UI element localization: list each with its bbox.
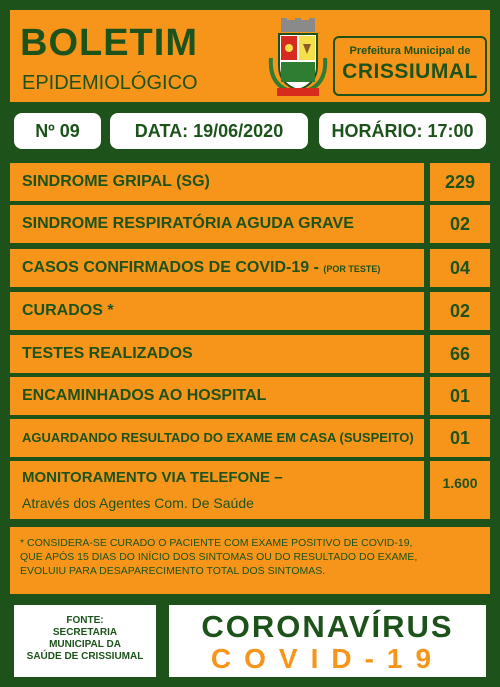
stat-value: 01 bbox=[430, 377, 490, 415]
prefeitura-box bbox=[333, 36, 487, 96]
stat-row bbox=[10, 335, 424, 373]
covid19-title: COVID-19 bbox=[210, 643, 445, 674]
stat-row bbox=[10, 249, 424, 287]
stat-label-note: (POR TESTE) bbox=[323, 264, 381, 274]
bulletin-subtitle: EPIDEMIOLÓGICO bbox=[22, 72, 198, 94]
stat-row bbox=[10, 205, 424, 243]
stat-row bbox=[10, 377, 424, 415]
monitoring-sublabel: Através dos Agentes Com. De Saúde bbox=[22, 495, 254, 511]
stat-label: AGUARDANDO RESULTADO DO EXAME EM CASA (SUSPEITO) bbox=[22, 430, 414, 445]
stat-value: 02 bbox=[430, 292, 490, 330]
stat-value: 229 bbox=[430, 163, 490, 201]
municipality-name: CRISSIUMAL bbox=[342, 60, 478, 83]
footnote-box bbox=[10, 527, 490, 594]
stat-label: TESTES REALIZADOS bbox=[22, 345, 193, 362]
monitoring-label: MONITORAMENTO VIA TELEFONE – bbox=[22, 469, 283, 486]
stat-value: 66 bbox=[430, 335, 490, 373]
stat-label: ENCAMINHADOS AO HOSPITAL bbox=[22, 387, 267, 404]
prefeitura-label: Prefeitura Municipal de bbox=[349, 45, 471, 57]
bulletin-time: HORÁRIO: 17:00 bbox=[319, 113, 486, 149]
stat-label: SINDROME GRIPAL (SG) bbox=[22, 173, 210, 190]
coronavirus-banner bbox=[169, 605, 486, 677]
source-line: SAÚDE DE CRISSIUMAL bbox=[26, 651, 144, 662]
stat-row bbox=[10, 419, 424, 457]
bulletin-title: BOLETIM bbox=[20, 22, 198, 64]
municipal-crest-icon bbox=[267, 18, 329, 98]
source-line: MUNICIPAL DA bbox=[49, 639, 121, 650]
bulletin-date: DATA: 19/06/2020 bbox=[110, 113, 308, 149]
source-line: FONTE: bbox=[66, 615, 104, 626]
footnote-line: EVOLUIU PARA DESAPARECIMENTO TOTAL DOS SINTOMAS. bbox=[20, 565, 326, 577]
source-box bbox=[14, 605, 156, 677]
stat-value: 01 bbox=[430, 419, 490, 457]
stat-row bbox=[10, 292, 424, 330]
stat-label: CURADOS * bbox=[22, 302, 114, 319]
stat-label: SINDROME RESPIRATÓRIA AGUDA GRAVE bbox=[22, 215, 354, 232]
footnote-line: * CONSIDERA-SE CURADO O PACIENTE COM EXAME POSITIVO DE COVID-19, bbox=[20, 537, 413, 549]
header-panel bbox=[10, 10, 490, 102]
stat-label: CASOS CONFIRMADOS DE COVID-19 - bbox=[22, 259, 319, 276]
bulletin-number: Nº 09 bbox=[14, 113, 101, 149]
stat-row bbox=[10, 163, 424, 201]
source-line: SECRETARIA bbox=[52, 627, 118, 638]
stat-value: 04 bbox=[430, 249, 490, 287]
stat-value: 02 bbox=[430, 205, 490, 243]
footnote-line: QUE APÓS 15 DIAS DO INÍCIO DOS SINTOMAS OU DO RESULTADO DO EXAME, bbox=[20, 551, 418, 563]
monitoring-value: 1.600 bbox=[430, 461, 490, 519]
monitoring-row bbox=[10, 461, 424, 519]
coronavirus-title: CORONAVÍRUS bbox=[201, 609, 454, 644]
